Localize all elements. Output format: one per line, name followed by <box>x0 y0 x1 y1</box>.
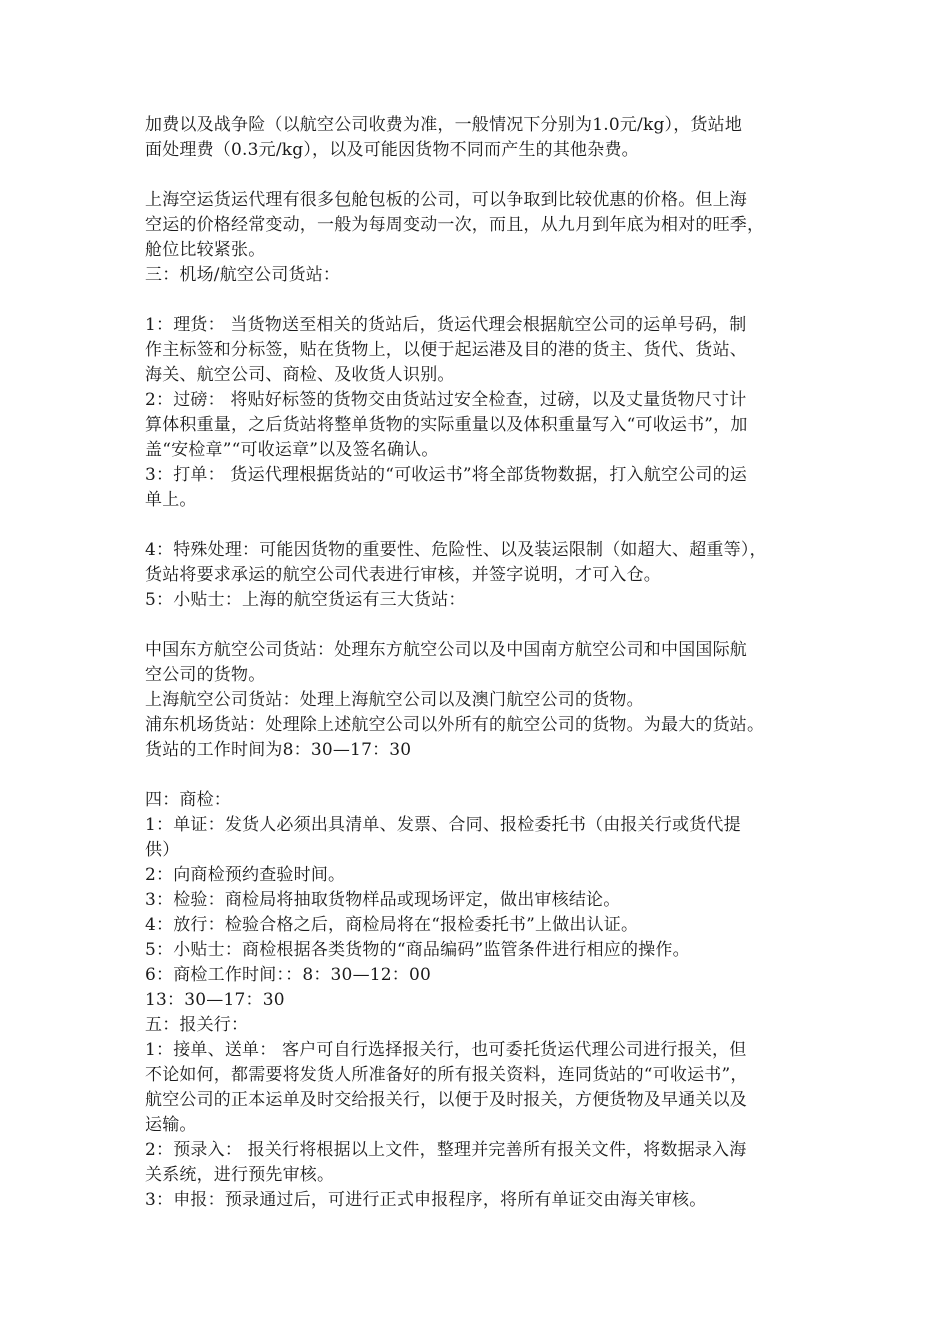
text-line: 4：特殊处理：可能因货物的重要性、危险性、以及装运限制（如超大、超重等）， <box>145 540 767 560</box>
text-line: 5：小贴士：上海的航空货运有三大货站： <box>145 590 466 610</box>
text-line: 舱位比较紧张。 <box>145 240 266 260</box>
text-line: 货站的工作时间为8：30—17：30 <box>145 740 412 760</box>
blank-line <box>145 513 810 538</box>
text-line: 13：30—17：30 <box>145 990 285 1010</box>
text-line: 五：报关行： <box>145 1015 249 1035</box>
text-line: 三：机场/航空公司货站： <box>145 265 341 285</box>
text-line: 四：商检： <box>145 790 231 810</box>
text-line: 2：向商检预约查验时间。 <box>145 865 346 885</box>
text-line: 空公司的货物。 <box>145 665 266 685</box>
text-line: 1：理货： 当货物送至相关的货站后，货运代理会根据航空公司的运单号码，制 <box>145 315 747 335</box>
text-line: 中国东方航空公司货站：处理东方航空公司以及中国南方航空公司和中国国际航 <box>145 640 747 660</box>
text-line: 供） <box>145 840 180 860</box>
text-line: 浦东机场货站：处理除上述航空公司以外所有的航空公司的货物。为最大的货站。 <box>145 715 765 735</box>
text-line: 1：单证：发货人必须出具清单、发票、合同、报检委托书（由报关行或货代提 <box>145 815 741 835</box>
text-line: 3：申报：预录通过后，可进行正式申报程序，将所有单证交由海关审核。 <box>145 1190 707 1210</box>
document-body <box>145 113 810 1213</box>
text-line: 运输。 <box>145 1115 197 1135</box>
text-line: 海关、航空公司、商检、及收货人识别。 <box>145 365 455 385</box>
text-line: 上海空运货运代理有很多包舱包板的公司，可以争取到比较优惠的价格。但上海 <box>145 190 747 210</box>
text-line: 6：商检工作时间：：8：30—12：00 <box>145 965 432 985</box>
blank-line <box>145 613 810 638</box>
text-line: 2：过磅： 将贴好标签的货物交由货站过安全检查，过磅，以及丈量货物尺寸计 <box>145 390 747 410</box>
text-line: 5：小贴士：商检根据各类货物的“商品编码”监管条件进行相应的操作。 <box>145 940 690 960</box>
text-line: 作主标签和分标签，贴在货物上，以便于起运港及目的港的货主、货代、货站、 <box>145 340 747 360</box>
text-line: 面处理费（0.3元/kg），以及可能因货物不同而产生的其他杂费。 <box>145 140 639 160</box>
text-line: 算体积重量，之后货站将整单货物的实际重量以及体积重量写入“可收运书”，加 <box>145 415 748 435</box>
text-line: 空运的价格经常变动，一般为每周变动一次，而且，从九月到年底为相对的旺季， <box>145 215 765 235</box>
blank-line <box>145 763 810 788</box>
text-line: 货站将要求承运的航空公司代表进行审核，并签字说明，才可入仓。 <box>145 565 661 585</box>
blank-line <box>145 288 810 313</box>
text-line: 盖“安检章”“可收运章”以及签名确认。 <box>145 440 439 460</box>
text-line: 1：接单、送单： 客户可自行选择报关行，也可委托货运代理公司进行报关，但 <box>145 1040 747 1060</box>
text-line: 3：打单： 货运代理根据货站的“可收运书”将全部货物数据，打入航空公司的运 <box>145 465 747 485</box>
text-line: 上海航空公司货站：处理上海航空公司以及澳门航空公司的货物。 <box>145 690 644 710</box>
text-line: 加费以及战争险（以航空公司收费为准，一般情况下分别为1.0元/kg），货站地 <box>145 115 743 135</box>
text-line: 4：放行：检验合格之后，商检局将在“报检委托书”上做出认证。 <box>145 915 639 935</box>
blank-line <box>145 163 810 188</box>
text-line: 航空公司的正本运单及时交给报关行，以便于及时报关，方便货物及早通关以及 <box>145 1090 747 1110</box>
text-line: 单上。 <box>145 490 197 510</box>
text-line: 3：检验：商检局将抽取货物样品或现场评定，做出审核结论。 <box>145 890 621 910</box>
text-line: 2：预录入： 报关行将根据以上文件，整理并完善所有报关文件，将数据录入海 <box>145 1140 747 1160</box>
text-line: 不论如何，都需要将发货人所准备好的所有报关资料，连同货站的“可收运书”， <box>145 1065 748 1085</box>
text-line: 关系统，进行预先审核。 <box>145 1165 335 1185</box>
